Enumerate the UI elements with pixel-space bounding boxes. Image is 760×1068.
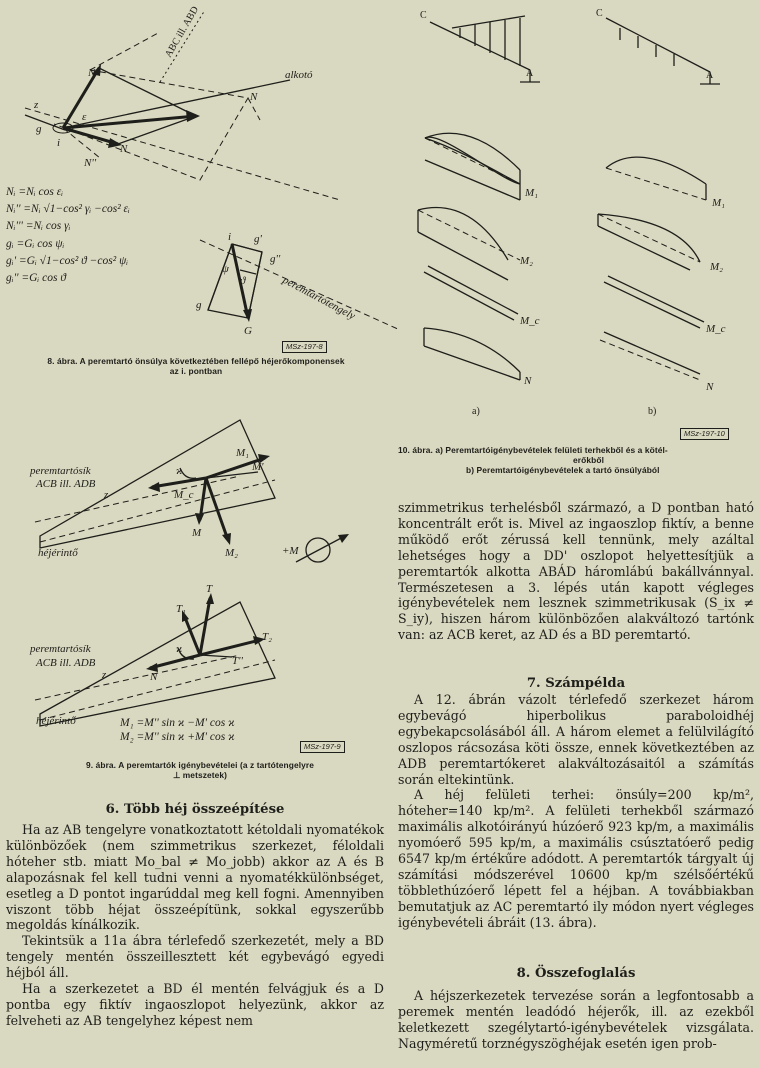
left-paragraph-2: Tekintsük a 11a ábra térlefedő szerkezetét, mely a BD tengely mentén összeillesztett két egybevágó egyedi héjból áll. <box>6 933 384 981</box>
fig10-A-b: A <box>706 70 714 81</box>
fig8-formula-3: Nᵢ''' =Nᵢ cos γᵢ <box>6 220 71 233</box>
fig9-eq2: M₂ =M'' sin ϰ +M' cos ϰ <box>120 731 235 743</box>
fig10-N-a: N <box>524 375 532 387</box>
fig8-gprime-label: g' <box>254 233 262 245</box>
fig9-peremtartosik-b: peremtartósík <box>30 643 91 655</box>
fig9-hejerinto-a: héjérintő <box>38 547 78 559</box>
left-paragraph-3: Ha a szerkezetet a BD él mentén felvágjuk és a D pontba egy fiktív ingaoszlopot helyezünk, akkor az felveheti az AB tengelyhez képest nem <box>6 981 384 1028</box>
fig9-T2-label: T₂ <box>262 631 272 643</box>
fig9-acb-a: ACB ill. ADB <box>36 478 96 490</box>
fig9-T1-label: T₁ <box>176 603 186 615</box>
fig8-ni-label: N <box>120 143 128 155</box>
fig10-Mc-a: M_c <box>520 315 540 327</box>
right-column-text-3 <box>398 988 754 1052</box>
fig8-caption-line2: az i. pontban <box>169 366 223 376</box>
fig9-peremtartosik-a: peremtartósík <box>30 465 91 477</box>
fig9-kappa2-label: ϰ <box>176 643 183 655</box>
fig8-formula-6: gᵢ'' =Gᵢ cos ϑ <box>6 272 66 285</box>
fig9-N-label: N <box>150 671 158 683</box>
fig8-z-label: z <box>34 99 39 111</box>
fig9-kappa-label: ϰ <box>176 465 183 477</box>
fig8-peremtartotengely-label: peremtartótengely <box>280 274 358 323</box>
fig10-caption-line1b: erőkből <box>573 455 604 465</box>
fig8-nidprime-label: N'' <box>84 157 97 169</box>
fig9-plusM-label: +M <box>282 545 299 557</box>
fig9-z2-label: z <box>102 669 107 681</box>
fig10-stamp: MSz-197-10 <box>680 428 729 440</box>
right-column-text-2 <box>398 692 754 931</box>
fig8-caption-line1: 8. ábra. A peremtartó önsúlya következtében fellépő héjerőkomponensek <box>47 356 345 366</box>
fig10-M1-a: M₁ <box>525 187 538 199</box>
fig10-N-b: N <box>706 381 714 393</box>
fig10-caption-line1: 10. ábra. a) Peremtartóigénybevételek felületi terhekből és a kötél- <box>398 445 668 455</box>
left-column-text <box>6 822 384 1029</box>
fig9-caption-line2: ⊥ metszetek) <box>172 770 228 780</box>
fig10-A-a: A <box>526 68 534 79</box>
fig9-Mc-label: M_c <box>174 489 194 501</box>
left-paragraph-1: Ha az AB tengelyre vonatkoztatott kétoldali nyomatékok különbözőek (nem szimmetrikus szerkezet, féloldali hóteher stb. miatt Mo_bal ≠ Mo_jobb) akkor az A és B alapozásnak fel kell tudni venni a nyomatékkülönbséget, esetleg a D pontot ingarúddal meg kell fogni. Amennyiben viszont több héjat összeépítünk, sokkal egyszerűbb megoldás kínálkozik. <box>6 822 384 933</box>
right-column-text <box>398 500 754 643</box>
fig8-abd-label: ABC ill. ABD <box>163 4 202 60</box>
fig9-caption <box>30 760 370 780</box>
fig8-Gi-label: G <box>244 325 252 337</box>
fig9-stamp: MSz-197-9 <box>300 741 345 753</box>
fig9-caption-line1: 9. ábra. A peremtartók igénybevételei (a z tartótengelyre <box>85 760 315 770</box>
fig10-b-label: b) <box>648 406 657 417</box>
fig10-M1-b: M₁ <box>712 197 725 209</box>
fig9-M2-label: M₂ <box>225 547 238 559</box>
fig9-hejerinto-b: héjérintő <box>36 715 76 727</box>
fig8-i2-label: i <box>228 231 232 243</box>
section7-heading: 7. Számpélda <box>526 676 626 691</box>
fig8-i-label: i <box>57 137 61 149</box>
fig10-caption-line2: b) Peremtartóigénybevételek a tartó önsúlyából <box>466 465 660 475</box>
fig9-Mprime-label: M' <box>252 461 264 473</box>
fig8-gsmall-label: g <box>196 299 202 311</box>
right-paragraph-2: A héj felületi terhei: önsúly=200 kp/m², hóteher=140 kp/m². A felületi terhekből származó maximális alkotóirányú húzóerő 923 kp/m, a maximális nyomóerő 595 kp/m, a maximális csúsztatóerő pedig 6547 kp/m értékűre adódott. A peremtartók tárgyalt új számítási módszerével 10600 kp/m szélsőértékű többlethúzóerő lépett fel a héjban. A továbbiakban bemutatjuk az AC peremtartó ily módon nyert végleges igénybevételi ábráit (13. ábra). <box>398 787 754 930</box>
fig8-niprime-label: N' <box>88 67 98 79</box>
fig9-z-label: z <box>104 489 109 501</box>
fig9-acb-b: ACB ill. ADB <box>36 657 96 669</box>
fig9-M1-label: M₁ <box>236 447 249 459</box>
fig9-T-label: T <box>206 583 213 595</box>
fig10-M2-b: M₂ <box>710 261 723 273</box>
fig8-formula-4: gᵢ =Gᵢ cos ψᵢ <box>6 237 65 250</box>
fig8-formula-5: gᵢ' =Gᵢ √1−cos² ϑ −cos² ψᵢ <box>6 254 129 267</box>
fig8-stamp: MSz-197-8 <box>282 341 327 353</box>
fig8-eps-label: ε <box>82 111 87 123</box>
fig8-alkoto-label: alkotó <box>285 69 313 81</box>
figure-10-diagram <box>0 0 760 430</box>
right-paragraph-0: szimmetrikus terhelésből származó, a D pontban ható koncentrált erőt is. Mivel az ingaoszlop fiktív, a benne működő erőt zérussá kell tennünk, mely azáltal lehetséges hogy a DD' oszlopot helyettesítjük a peremtartók alkotta ABÁD háromlábú bakállvánnyal. Természetesen a 3. lépés után kapott végleges igénybevételek nem lesznek szimmetrikusak (S_ix ≠ S_iy), hiszen három különbözően alakváltozó tartónk van: az ACB keret, az AD és a BD peremtartó. <box>398 500 754 643</box>
fig9-equations <box>120 716 235 744</box>
fig9-Tdprime-label: T'' <box>232 655 243 667</box>
fig8-formula-2: Nᵢ'' =Nᵢ √1−cos² γᵢ −cos² εᵢ <box>6 203 130 216</box>
fig10-C-b: C <box>596 8 603 19</box>
fig10-M2-a: M₂ <box>520 255 533 267</box>
section8-heading: 8. Összefoglalás <box>516 966 636 981</box>
right-paragraph-1: A 12. ábrán vázolt térlefedő szerkezet három egybevágó hiperbolikus paraboloidhéj egybekapcsolásából áll. A három elemet a felülvilágító oszlopos rácsozása köti össze, ennek következtében az ADB peremtartókeret alakváltozásaitól a számítás során eltekintünk. <box>398 692 754 787</box>
fig8-formula-1: Nᵢ =Nᵢ cos εᵢ <box>6 186 64 198</box>
right-paragraph-3: A héjszerkezetek tervezése során a legfontosabb a peremek mentén leadódó héjerők, ill. az ezekből keletkezett szegélytartó-igénybevételek vizsgálata. Nagyméretű torznégyszöghéjak esetén igen prob- <box>398 988 754 1051</box>
fig10-a-label: a) <box>472 406 480 417</box>
fig10-Mc-b: M_c <box>706 323 726 335</box>
fig10-caption <box>398 445 754 475</box>
fig8-psi-label: ψ <box>222 263 229 275</box>
fig8-gdprime-label: g'' <box>270 253 281 265</box>
fig8-gi-label: g <box>36 123 42 135</box>
fig9-eq1: M₁ =M'' sin ϰ −M' cos ϰ <box>120 717 235 729</box>
fig9-M-label: M <box>192 527 202 539</box>
fig8-nixiy-label: N <box>250 91 258 103</box>
section6-heading: 6. Több héj összeépítése <box>105 802 285 817</box>
fig8-theta-label: ϑ <box>240 275 246 287</box>
fig10-C-a: C <box>420 10 427 21</box>
